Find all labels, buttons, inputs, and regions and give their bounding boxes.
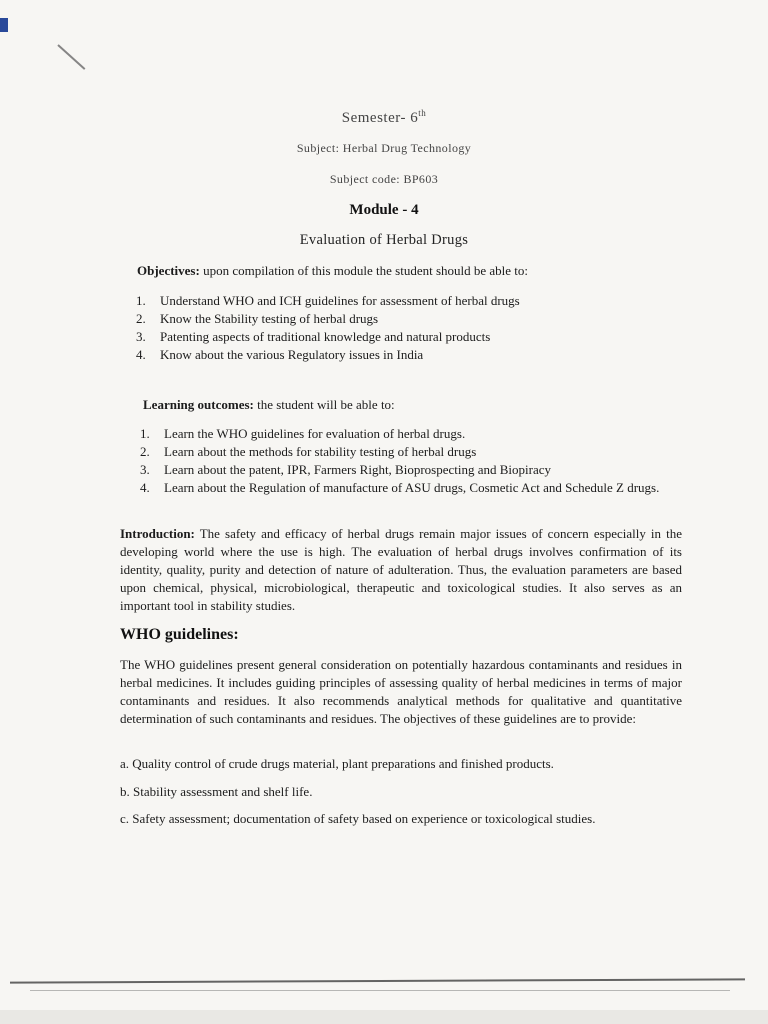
bottom-rule <box>10 978 745 983</box>
bottom-rule-secondary <box>30 990 730 991</box>
objectives-list <box>136 292 736 364</box>
objectives-intro: Objectives: upon compilation of this module the student should be able to: <box>137 263 529 278</box>
pen-stroke-mark <box>57 44 85 70</box>
objectives-label: Objectives: <box>137 263 200 278</box>
introduction-label: Introduction: <box>120 526 195 541</box>
subject-code-line: Subject code: BP603 <box>329 172 439 186</box>
list-item: 3. Patenting aspects of traditional knowledge and natural products <box>136 329 491 344</box>
page-bottom-edge <box>0 1010 768 1024</box>
learning-outcomes-label: Learning outcomes: <box>143 397 254 412</box>
who-guidelines-heading: WHO guidelines: <box>120 626 239 643</box>
learning-outcomes-list <box>140 425 720 497</box>
list-item: 1. Understand WHO and ICH guidelines for assessment of herbal drugs <box>136 293 520 308</box>
list-item: 2. Know the Stability testing of herbal drugs <box>136 311 379 326</box>
learning-outcomes-intro: Learning outcomes: the student will be able to: <box>143 397 395 412</box>
list-item: 4. Know about the various Regulatory issues in India <box>136 347 424 362</box>
semester-line: Semester- 6th <box>341 108 427 126</box>
list-item: 2. Learn about the methods for stability testing of herbal drugs <box>140 444 477 459</box>
list-item: 3. Learn about the patent, IPR, Farmers Right, Bioprospecting and Biopiracy <box>140 462 552 477</box>
list-item: 1. Learn the WHO guidelines for evaluation of herbal drugs. <box>140 426 466 441</box>
corner-tape-mark <box>0 18 8 32</box>
who-item-b: b. Stability assessment and shelf life. <box>120 784 313 799</box>
module-heading: Module - 4 <box>349 202 419 218</box>
subject-line: Subject: Herbal Drug Technology <box>296 141 472 155</box>
page-title: Evaluation of Herbal Drugs <box>299 232 469 248</box>
who-item-c: c. Safety assessment; documentation of safety based on experience or toxicological studies. <box>120 811 596 826</box>
list-item: 4. Learn about the Regulation of manufacture of ASU drugs, Cosmetic Act and Schedule Z drugs. <box>140 480 660 495</box>
who-guidelines-paragraph: The WHO guidelines present general consideration on potentially hazardous contaminants and residues in herbal medicines. It includes guiding principles of assessing quality of herbal medicines in terms of major contaminants and residues. It also recommends analytical methods for qualitative and quantitative determination of such contaminants and residues. The objectives of these guidelines are to provide: <box>120 657 682 726</box>
who-item-a: a. Quality control of crude drugs material, plant preparations and finished products. <box>120 756 554 771</box>
introduction-paragraph: Introduction: The safety and efficacy of herbal drugs remain major issues of concern especially in the developing world where the use is high. The evaluation of herbal drugs involves confirmation of its identity, quality, purity and detection of nature of adulteration. Thus, the evaluation parameters are based upon chemical, physical, microbiological, therapeutic and toxicological studies. It also serves as an important tool in stability studies. <box>120 526 682 613</box>
